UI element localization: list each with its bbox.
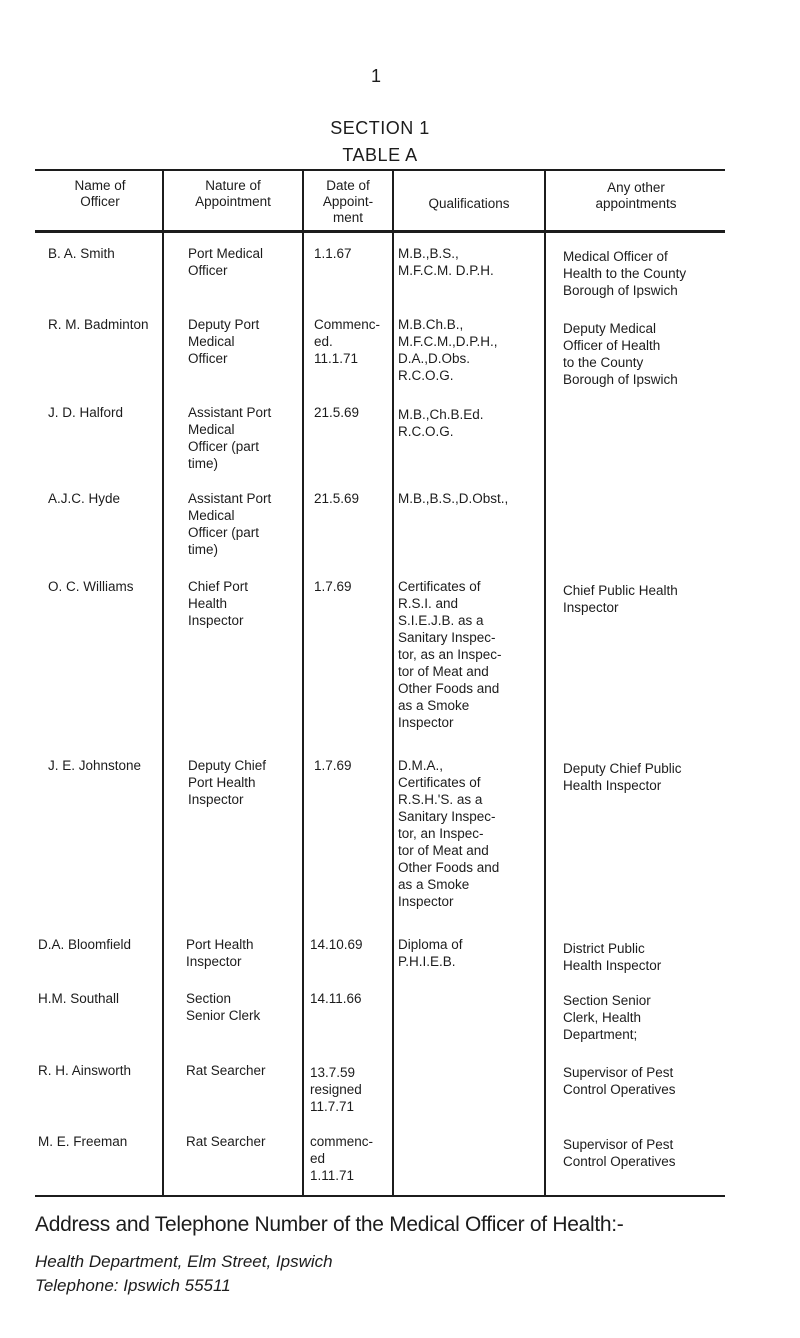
table-cell: D.M.A., Certificates of R.S.H.'S. as a Sanitary Inspec- tor, an Inspec- tor of Meat and Other Foods and as a Smoke Inspector	[398, 758, 500, 909]
table-cell: J. D. Halford	[48, 405, 124, 420]
table-cell: Assistant Port Medical Officer (part time)	[188, 491, 272, 557]
table-cell: 1.7.69	[314, 579, 352, 594]
table-cell: 14.11.66	[310, 991, 362, 1006]
table-cell: M.B.,Ch.B.Ed. R.C.O.G.	[398, 407, 484, 439]
table-cell: 13.7.59 resigned 11.7.71	[310, 1065, 362, 1114]
table-cell: Diploma of P.H.I.E.B.	[398, 937, 463, 969]
table-cell: M.B.,B.S., M.F.C.M. D.P.H.	[398, 246, 494, 278]
table-cell: Rat Searcher	[186, 1134, 266, 1149]
table-cell: Supervisor of Pest Control Operatives	[563, 1137, 676, 1169]
table-cell: M.B.,B.S.,D.Obst.,	[398, 491, 509, 506]
table-cell: District Public Health Inspector	[563, 941, 662, 973]
table-cell: Rat Searcher	[186, 1063, 266, 1078]
table-bottom-rule	[35, 1195, 725, 1197]
table-cell: Port Medical Officer	[188, 246, 264, 278]
table-cell: 21.5.69	[314, 405, 360, 420]
table-title: TABLE A	[342, 145, 418, 165]
table-cell: Section Senior Clerk, Health Department;	[563, 993, 651, 1042]
header-name: Name of Officer	[74, 178, 126, 209]
table-cell: M. E. Freeman	[38, 1134, 128, 1149]
table-cell: H.M. Southall	[38, 991, 120, 1006]
table-cell: D.A. Bloomfield	[38, 937, 132, 952]
table-cell: Deputy Chief Port Health Inspector	[188, 758, 267, 807]
column-divider-3	[392, 170, 394, 1196]
header-date: Date of Appoint- ment	[322, 178, 374, 225]
header-qualifications: Qualifications	[428, 196, 510, 211]
table-cell: M.B.Ch.B., M.F.C.M.,D.P.H., D.A.,D.Obs. R.C.O.G.	[398, 317, 498, 383]
table-cell: Chief Public Health Inspector	[563, 583, 678, 615]
table-cell: J. E. Johnstone	[48, 758, 142, 773]
table-cell: Certificates of R.S.I. and S.I.E.J.B. as a Sanitary Inspec- tor, as an Inspec- tor of Meat and Other Foods and as a Smoke Inspector	[398, 579, 502, 730]
table-cell: Commenc- ed. 11.1.71	[314, 317, 381, 366]
table-top-rule	[35, 169, 725, 171]
table-cell: Deputy Medical Officer of Health to the County Borough of Ipswich	[563, 321, 678, 387]
page-number: 1	[370, 66, 381, 86]
table-cell: B. A. Smith	[48, 246, 115, 261]
table-cell: Port Health Inspector	[186, 937, 254, 969]
table-cell: commenc- ed 1.11.71	[310, 1134, 374, 1183]
table-cell: A.J.C. Hyde	[48, 491, 121, 506]
table-cell: Deputy Port Medical Officer	[188, 317, 260, 366]
table-cell: R. M. Badminton	[48, 317, 149, 332]
section-title: SECTION 1	[330, 118, 430, 138]
column-divider-4	[544, 170, 546, 1196]
column-divider-2	[302, 170, 304, 1196]
address-heading: Address and Telephone Number of the Medical Officer of Health:-	[35, 1213, 624, 1236]
header-nature: Nature of Appointment	[195, 178, 271, 209]
table-cell: Section Senior Clerk	[186, 991, 261, 1023]
table-cell: 1.7.69	[314, 758, 352, 773]
table-cell: Chief Port Health Inspector	[188, 579, 249, 628]
column-divider-1	[162, 170, 164, 1196]
table-cell: 14.10.69	[310, 937, 363, 952]
header-other-appointments: Any other appointments	[595, 180, 677, 211]
address-line: Health Department, Elm Street, Ipswich	[35, 1252, 333, 1271]
table-cell: Assistant Port Medical Officer (part time)	[188, 405, 272, 471]
table-cell: 21.5.69	[314, 491, 360, 506]
table-cell: R. H. Ainsworth	[38, 1063, 132, 1078]
header-bottom-rule	[35, 230, 725, 233]
telephone-line: Telephone: Ipswich 55511	[35, 1276, 231, 1295]
table-cell: Supervisor of Pest Control Operatives	[563, 1065, 676, 1097]
table-cell: O. C. Williams	[48, 579, 134, 594]
table-cell: Medical Officer of Health to the County Borough of Ipswich	[563, 249, 687, 298]
table-cell: 1.1.67	[314, 246, 352, 261]
table-cell: Deputy Chief Public Health Inspector	[563, 761, 682, 793]
